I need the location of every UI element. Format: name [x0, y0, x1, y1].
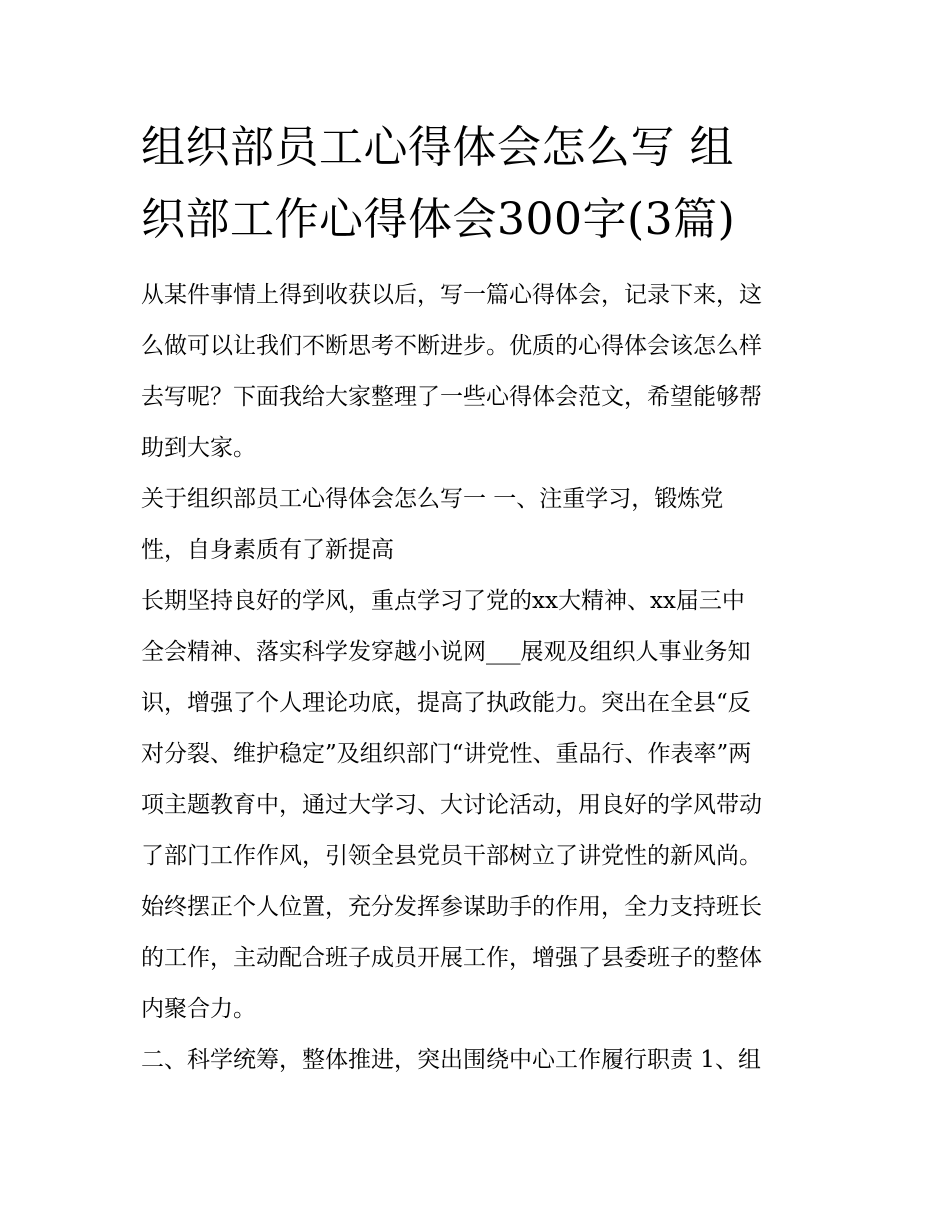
paragraph-line: 项主题教育中，通过大学习、大讨论活动，用良好的学风带动	[141, 792, 762, 818]
paragraph-line: 了部门工作作风，引领全县党员干部树立了讲党性的新风尚。	[141, 843, 762, 869]
paragraph-line: 从某件事情上得到收获以后，写一篇心得体会，记录下来，这	[141, 282, 762, 308]
paragraph-line: 内聚合力。	[141, 996, 256, 1022]
section-heading-paragraph	[141, 474, 813, 576]
paragraph-line: 长期坚持良好的学风，重点学习了党的xx大精神、xx届三中	[141, 588, 745, 614]
title-line-1: 组织部员工心得体会怎么写 组	[141, 122, 734, 173]
intro-paragraph	[141, 270, 813, 474]
body-paragraph	[141, 576, 813, 1035]
paragraph-line: 对分裂、维护稳定”及组织部门“讲党性、重品行、作表率”两	[141, 741, 752, 767]
paragraph-line: 二、科学统筹，整体推进，突出围绕中心工作履行职责 1、组	[141, 1047, 761, 1073]
paragraph-line: 么做可以让我们不断思考不断进步。优质的心得体会该怎么样	[141, 333, 762, 359]
paragraph-line: 始终摆正个人位置，充分发挥参谋助手的作用，全力支持班长	[141, 894, 762, 920]
document-title	[141, 112, 813, 256]
paragraph-line: 全会精神、落实科学发穿越小说网___展观及组织人事业务知	[141, 639, 751, 665]
paragraph-line: 性，自身素质有了新提高	[141, 537, 394, 563]
section-two-paragraph	[141, 1035, 813, 1086]
document-content	[141, 112, 813, 1086]
paragraph-line: 识，增强了个人理论功底，提高了执政能力。突出在全县“反	[141, 690, 751, 716]
title-line-2: 织部工作心得体会300字(3篇)	[141, 194, 736, 245]
paragraph-line: 关于组织部员工心得体会怎么写一 一、注重学习，锻炼党	[141, 486, 724, 512]
paragraph-line: 的工作，主动配合班子成员开展工作，增强了县委班子的整体	[141, 945, 762, 971]
paragraph-line: 去写呢？下面我给大家整理了一些心得体会范文，希望能够帮	[141, 384, 762, 410]
paragraph-line: 助到大家。	[141, 435, 256, 461]
